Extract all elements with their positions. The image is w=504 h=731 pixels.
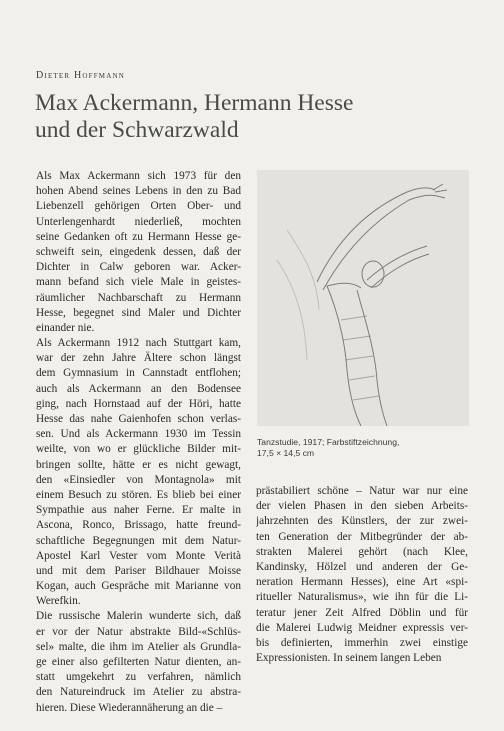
text-line: neration Hermann Hesses), eine Art «spi-: [256, 576, 468, 589]
text-line: jahrzehnten des Künstlers, der zur zwei-: [256, 515, 468, 528]
text-line: Die russische Malerin wunderte sich, daß: [36, 610, 241, 623]
text-line: teratur jener Zeit Alfred Döblin und für: [256, 606, 468, 619]
caption-line-2: 17,5 × 14,5 cm: [257, 448, 315, 458]
article-title: [35, 90, 475, 144]
text-line: den Natureindruck im Atelier zu abstra-: [36, 686, 241, 699]
paragraph: [36, 336, 241, 609]
text-line: die Malerei Ludwig Meidner expressis ver-: [256, 621, 468, 634]
left-text-column: [36, 169, 241, 716]
text-line: räumlicher Nachbarschaft zu Hermann: [36, 291, 241, 304]
text-line: schweift sein, eingedenk dessen, daß der: [36, 245, 241, 258]
dance-study-drawing: [257, 170, 469, 426]
text-line: ten Generation der Mitbegründer der ab-: [256, 530, 468, 543]
text-line: einem Besuch zu stören. Es blieb bei einer: [36, 488, 241, 501]
text-line: bringen sollte, hätte er es nicht gewagt,: [36, 458, 241, 471]
title-line-1: Max Ackermann, Hermann Hesse: [35, 90, 354, 116]
text-line: Hesse das nahe Gaienhofen schon verlas-: [36, 413, 241, 425]
text-line: Apostel Karl Vester vom Monte Verità: [36, 549, 241, 562]
text-line: Dichter in Calw geboren war. Acker-: [36, 261, 241, 274]
text-line: Sympathie aus naher Ferne. Er malte in: [36, 504, 241, 517]
author-name: Dieter Hoffmann: [36, 70, 126, 81]
text-line: den «Einsiedler von Montagnola» mit: [36, 473, 241, 486]
text-line: Expressionisten. In seinem langen Leben: [256, 652, 442, 665]
text-line: auch als Ackermann an den Bodensee: [36, 382, 241, 395]
text-line: Liebenzell gehörigen Orten Ober- und: [36, 200, 241, 213]
text-line: strakten Malerei gehört (nach Klee,: [256, 545, 468, 558]
drawing-illustration: [257, 170, 469, 426]
text-line: er vor der Natur abstrakte Bild-«Schlüs-: [36, 625, 241, 638]
text-line: Ascona, Ronco, Brissago, hatte freund-: [36, 519, 241, 532]
text-line: schaftliche Begegnungen mit dem Natur-: [36, 534, 241, 547]
text-line: Kandinsky, Hölzel und anderen der Ge-: [256, 560, 468, 573]
text-line: Als Ackermann 1912 nach Stuttgart kam,: [36, 337, 241, 350]
text-line: der vielen Phasen in den sieben Arbeits-: [256, 500, 468, 513]
text-line: Werefkin.: [36, 595, 81, 608]
text-line: dem Gymnasium in Cannstadt entflohen;: [36, 367, 241, 380]
text-line: hohen Abend seines Lebens in den zu Bad: [36, 185, 241, 198]
text-line: sen. Und als Ackermann 1930 im Tessin: [36, 428, 241, 441]
text-line: ritueller Naturalismus», wie ihn für die Li-: [256, 591, 468, 604]
text-line: Kogan, auch Gespräche mit Marianne von: [36, 580, 241, 593]
text-line: hieren. Diese Wiederannäherung an die –: [36, 701, 223, 714]
caption-line-1: Tanzstudie, 1917; Farbstiftzeichnung,: [257, 437, 400, 447]
paragraph: [256, 484, 468, 666]
text-line: prästabiliert schöne – Natur war nur eine: [256, 485, 468, 497]
text-line: und mit dem Pariser Bildhauer Moisse: [36, 564, 241, 577]
text-line: einander nie.: [36, 321, 95, 334]
right-text-column: [256, 484, 468, 666]
figure-caption: [257, 437, 469, 459]
paragraph: [36, 609, 241, 715]
text-line: bis definierten, immerhin zwei einstige: [256, 636, 468, 649]
text-line: sel» malte, die ihm im Atelier als Grundla-: [36, 640, 241, 653]
text-line: war der zehn Jahre Ältere schon längst: [36, 352, 241, 365]
text-line: statt umgekehrt zu verfahren, nämlich: [36, 671, 241, 684]
text-line: ge einer also gefilterten Natur dienten, an-: [36, 656, 241, 668]
text-line: mann befand sich viele Male in geistes-: [36, 276, 241, 289]
text-line: Als Max Ackermann sich 1973 für den: [36, 170, 241, 182]
text-line: seine Gedanken oft zu Hermann Hesse ge-: [36, 230, 241, 243]
text-line: Unterlengenhardt niederließ, mochten: [36, 215, 241, 228]
text-line: weilte, von wo er glückliche Bilder mit-: [36, 443, 241, 456]
paragraph: [36, 169, 241, 336]
text-line: Hesse, begegnet sind Maler und Dichter: [36, 306, 241, 319]
title-line-2: und der Schwarzwald: [35, 117, 239, 143]
text-line: ging, nach Hornstaad auf der Höri, hatte: [36, 397, 241, 410]
